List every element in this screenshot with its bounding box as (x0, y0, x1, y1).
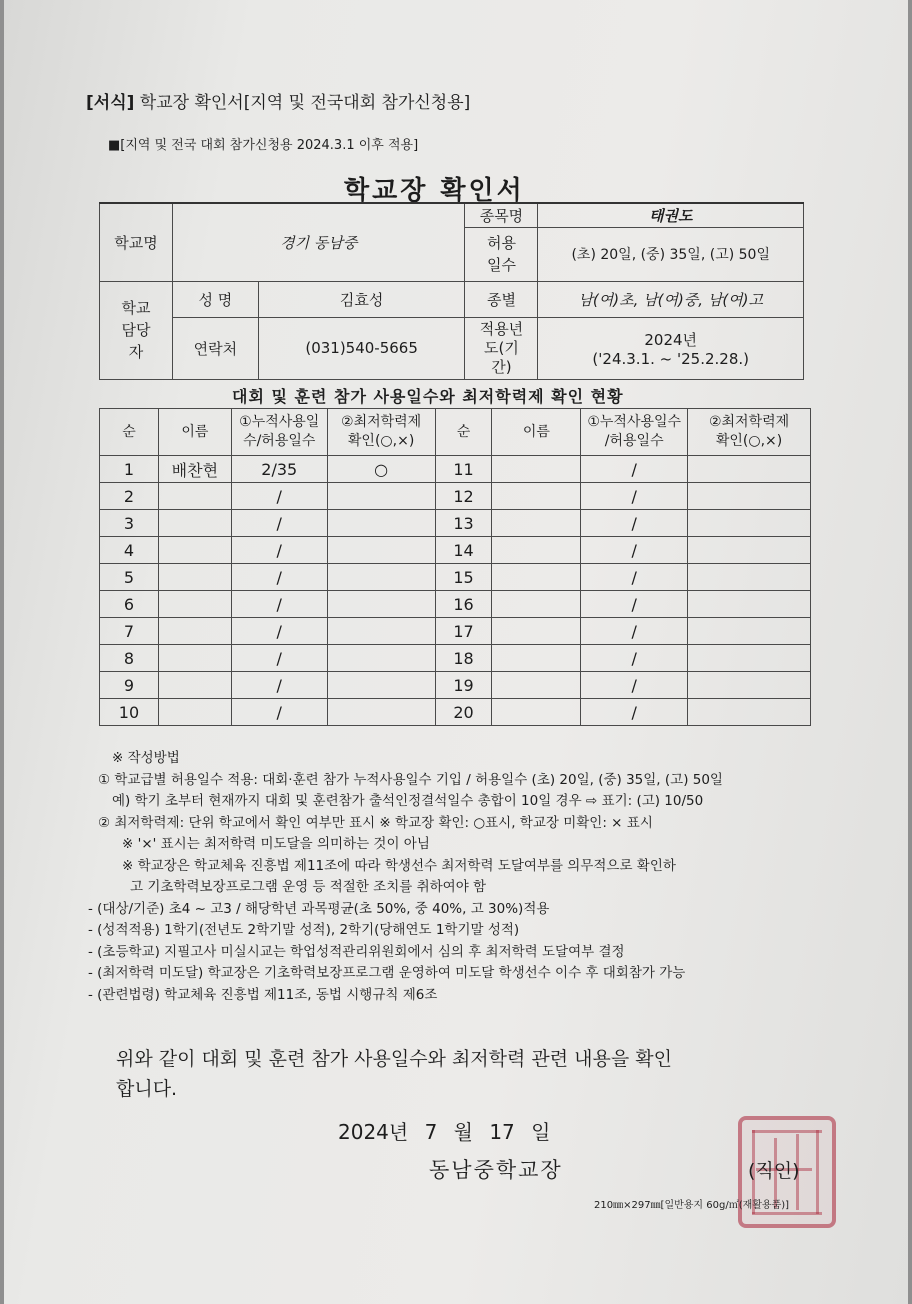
form-title: 학교장 확인서[지역 및 전국대회 참가신청용] (139, 93, 471, 113)
table-cell: 1 (100, 456, 159, 483)
table-cell (327, 537, 435, 564)
note-line: ① 학교급별 허용일수 적용: 대회·훈련 참가 누적사용일수 기입 / 허용일수 (초) 20일, (중) 35일, (고) 50일 (98, 771, 723, 788)
issue-date: 2024년 7 월 17 일 (338, 1120, 551, 1144)
note-line: ② 최저학력제: 단위 학교에서 확인 여부만 표시 ※ 학교장 확인: ○표시, 학교장 미확인: × 표시 (98, 814, 653, 831)
principal-name: 동남중학교장 (429, 1158, 563, 1182)
period-cell (538, 317, 804, 379)
table-cell (688, 591, 811, 618)
table-cell: / (581, 483, 688, 510)
page-title: 학교장 확인서 (344, 176, 525, 206)
table-cell: / (231, 510, 327, 537)
table-cell (158, 645, 231, 672)
table-cell (327, 699, 435, 726)
table-row (100, 483, 811, 510)
table-cell: 2/35 (231, 456, 327, 483)
table-cell: 8 (100, 645, 159, 672)
header-no-right: 순 (435, 409, 492, 456)
table-cell (688, 672, 811, 699)
table-cell (158, 591, 231, 618)
table-cell (688, 483, 811, 510)
header-check-right: ②최저학력제 확인(○,×) (688, 409, 811, 456)
table-cell: / (231, 699, 327, 726)
paper-spec: 210㎜×297㎜[일반용지 60g/㎡(재활용품)] (594, 1200, 790, 1211)
table-cell (327, 591, 435, 618)
table-header-row (100, 409, 811, 456)
table-cell: / (581, 537, 688, 564)
table-cell (158, 618, 231, 645)
table-cell: / (231, 591, 327, 618)
notes-block (88, 748, 723, 1006)
table-cell (688, 699, 811, 726)
category-label: 종별 (465, 281, 538, 317)
table-cell (492, 510, 581, 537)
note-line: 고 기초학력보장프로그램 운영 등 적절한 조치를 취하여야 함 (130, 879, 487, 895)
table-cell: / (581, 456, 688, 483)
table-cell: 4 (100, 537, 159, 564)
table-cell (492, 483, 581, 510)
note-line: - (최저학력 미도달) 학교장은 기초학력보장프로그램 운영하여 미도달 학생선수 이수 후 대회참가 가능 (88, 965, 686, 981)
table-row (100, 564, 811, 591)
table-cell (688, 618, 811, 645)
table-row (100, 510, 811, 537)
name-label: 성 명 (172, 281, 258, 317)
table-cell (492, 591, 581, 618)
header-days-right: ①누적사용일수 /허용일수 (581, 409, 688, 456)
note-line: ※ '×' 표시는 최저학력 미도달을 의미하는 것이 아님 (122, 836, 430, 852)
period-label: 적용년도(기간) (465, 317, 538, 379)
table-cell (327, 564, 435, 591)
seal-label: (직인) (748, 1160, 800, 1182)
header-check: ②최저학력제 확인(○,×) (327, 409, 435, 456)
table-cell: 20 (435, 699, 492, 726)
table-cell: 13 (435, 510, 492, 537)
school-value: 경기 동남중 (172, 203, 465, 281)
table-cell (688, 645, 811, 672)
notes-heading: ※ 작성방법 (112, 750, 180, 766)
table-row (100, 699, 811, 726)
table-row (100, 591, 811, 618)
subnote: ■[지역 및 전국 대회 참가신청용 2024.3.1 이후 적용] (108, 138, 419, 153)
header-days: ①누적사용일 수/허용일수 (231, 409, 327, 456)
table-cell: / (231, 645, 327, 672)
table-cell: / (581, 672, 688, 699)
table-cell: / (231, 618, 327, 645)
table-cell: / (581, 510, 688, 537)
note-line: - (관련법령) 학교체육 진흥법 제11조, 동법 시행규칙 제6조 (88, 986, 438, 1003)
table-cell: 18 (435, 645, 492, 672)
table-cell: 12 (435, 483, 492, 510)
table-cell (158, 564, 231, 591)
usage-table (99, 408, 811, 726)
table-cell (158, 672, 231, 699)
table-cell: ○ (327, 456, 435, 483)
table-cell (492, 537, 581, 564)
contact-label: 연락처 (172, 317, 258, 379)
school-label: 학교명 (100, 203, 173, 281)
table-cell (327, 510, 435, 537)
table-cell (688, 456, 811, 483)
event-label: 종목명 (465, 203, 538, 227)
table-cell (492, 672, 581, 699)
table-cell: / (581, 699, 688, 726)
table-row (100, 537, 811, 564)
table-cell: 3 (100, 510, 159, 537)
table-cell (158, 537, 231, 564)
header-no: 순 (100, 409, 159, 456)
table-cell (492, 564, 581, 591)
table-cell: 19 (435, 672, 492, 699)
table-cell: / (231, 537, 327, 564)
note-line: ※ 학교장은 학교체육 진흥법 제11조에 따라 학생선수 최저학력 도달여부를 의무적으로 확인하 (122, 857, 676, 874)
table-cell: 11 (435, 456, 492, 483)
table-cell (327, 483, 435, 510)
table-row (100, 645, 811, 672)
table-cell: 14 (435, 537, 492, 564)
section-title: 대회 및 훈련 참가 사용일수와 최저학력제 확인 현황 (232, 387, 624, 406)
event-value: 태권도 (538, 203, 804, 227)
table-cell (492, 645, 581, 672)
table-cell (492, 618, 581, 645)
table-cell: / (231, 483, 327, 510)
table-cell: / (231, 672, 327, 699)
form-label: [서식] (86, 93, 135, 113)
name-value: 김효성 (258, 281, 465, 317)
note-line: - (성적적용) 1학기(전년도 2학기말 성적), 2학기(당해연도 1학기말 성적) (88, 922, 520, 938)
header-name: 이름 (158, 409, 231, 456)
table-cell: 6 (100, 591, 159, 618)
period-range: ('24.3.1. ~ '25.2.28.) (592, 349, 749, 368)
table-cell (158, 699, 231, 726)
table-row (100, 672, 811, 699)
note-line: - (초등학교) 지필고사 미실시교는 학업성적관리위원회에서 심의 후 최저학력 도달여부 결정 (88, 943, 625, 960)
table-cell (327, 672, 435, 699)
table-cell: 16 (435, 591, 492, 618)
table-cell: 9 (100, 672, 159, 699)
document-sheet (4, 0, 908, 1304)
table-row (100, 456, 811, 483)
table-cell: / (581, 564, 688, 591)
note-line: 예) 학기 초부터 현재까지 대회 및 훈련참가 출석인정결석일수 총합이 10일 경우 ⇨ 표기: (고) 10/50 (112, 793, 704, 809)
table-cell (688, 564, 811, 591)
form-header (86, 88, 470, 113)
allowed-days-value: (초) 20일, (중) 35일, (고) 50일 (538, 227, 804, 281)
table-cell: 2 (100, 483, 159, 510)
table-row (100, 618, 811, 645)
table-cell (158, 510, 231, 537)
manager-label: 학교담당자 (100, 281, 173, 379)
table-cell: / (231, 564, 327, 591)
category-value: 남(여)초, 남(여)중, 남(여)고 (538, 281, 804, 317)
table-cell (327, 618, 435, 645)
header-name-right: 이름 (492, 409, 581, 456)
table-cell: 배찬현 (158, 456, 231, 483)
table-cell (688, 510, 811, 537)
table-cell: / (581, 591, 688, 618)
table-cell (492, 699, 581, 726)
table-cell: 5 (100, 564, 159, 591)
period-year: 2024년 (644, 330, 698, 349)
table-cell (327, 645, 435, 672)
table-cell: 10 (100, 699, 159, 726)
note-line: - (대상/기준) 초4 ~ 고3 / 해당학년 과목평균(초 50%, 중 40%, 고 30%)적용 (88, 900, 550, 917)
confirm-statement: 위와 같이 대회 및 훈련 참가 사용일수와 최저학력 관련 내용을 확인 합니다. (116, 1048, 672, 1100)
table-cell (158, 483, 231, 510)
table-cell: 15 (435, 564, 492, 591)
allowed-days-label: 허용일수 (465, 227, 538, 281)
contact-value: (031)540-5665 (258, 317, 465, 379)
table-cell: 17 (435, 618, 492, 645)
table-cell (688, 537, 811, 564)
table-cell: / (581, 645, 688, 672)
info-table (99, 202, 804, 380)
table-cell: / (581, 618, 688, 645)
table-cell: 7 (100, 618, 159, 645)
table-cell (492, 456, 581, 483)
